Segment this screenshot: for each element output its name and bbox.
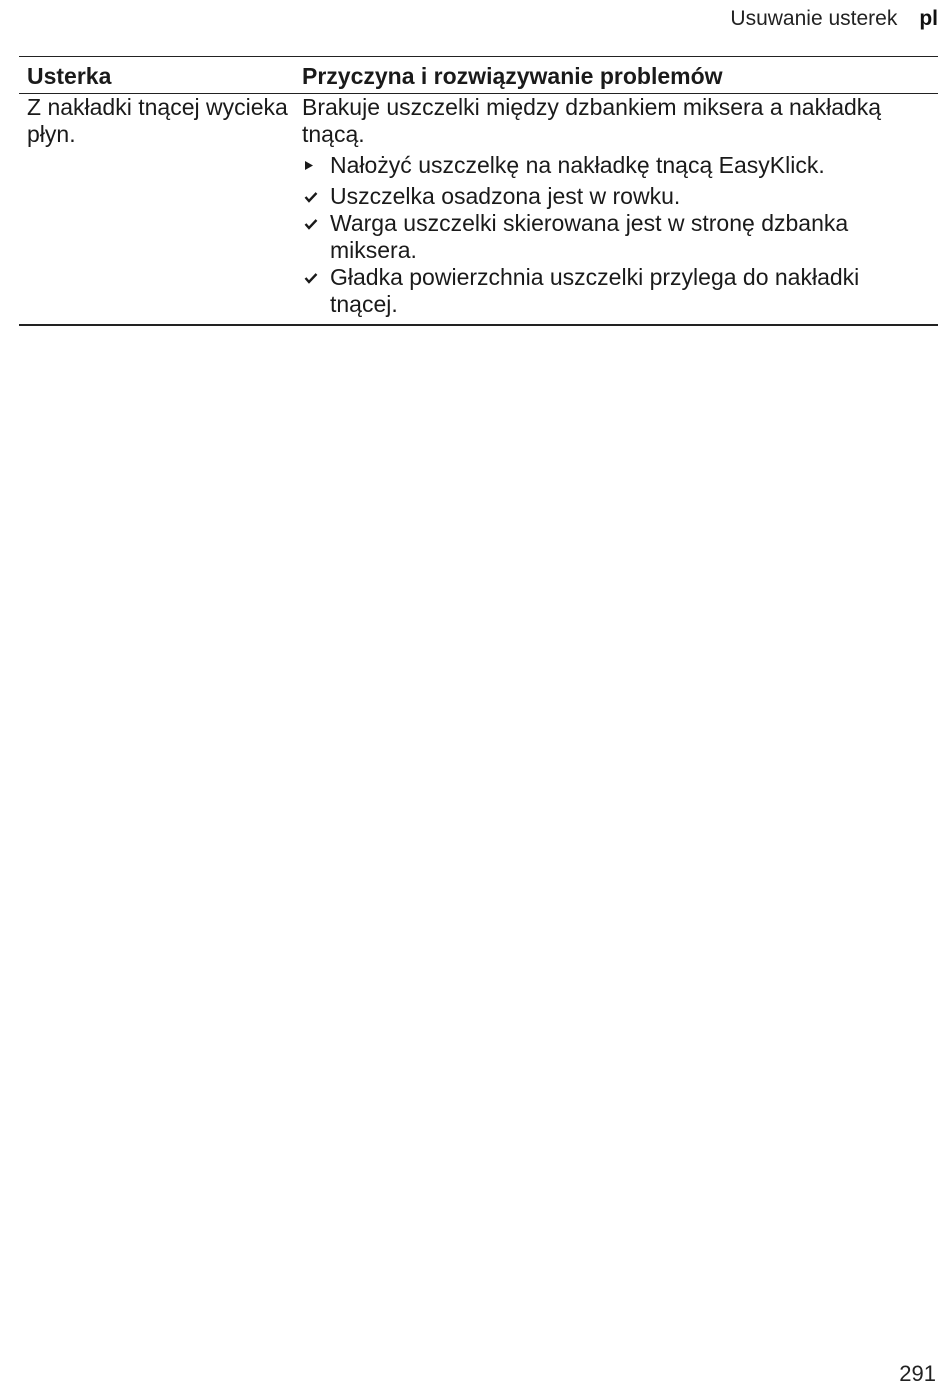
page-number: 291 [899, 1361, 936, 1386]
table-header-row [19, 57, 938, 94]
language-code: pl [919, 7, 938, 30]
section-title: Usuwanie usterek [730, 7, 898, 30]
check-result [302, 264, 926, 318]
column-header-fault: Usterka [27, 63, 112, 89]
checkmark-icon [302, 264, 330, 291]
check-text: Gładka powierzchnia uszczelki przylega do nakładki tnącej. [330, 264, 860, 317]
triangle-bullet-icon [302, 152, 330, 179]
fault-cell [19, 94, 302, 318]
check-result [302, 183, 926, 210]
check-result [302, 210, 926, 264]
action-text: Nałożyć uszczelkę na nakładkę tnącą EasyKlick. [330, 152, 825, 178]
check-text: Uszczelka osadzona jest w rowku. [330, 183, 681, 209]
check-text: Warga uszczelki skierowana jest w stronę dzbanka miksera. [330, 210, 849, 263]
checkmark-icon [302, 210, 330, 237]
table-row [19, 94, 938, 324]
action-step [302, 152, 926, 179]
checkmark-icon [302, 183, 330, 210]
fault-text: Z nakładki tnącej wycieka płyn. [27, 94, 288, 147]
running-header [730, 6, 938, 32]
column-header-cause-solution: Przyczyna i rozwiązywanie problemów [302, 63, 723, 89]
troubleshooting-table [19, 56, 938, 326]
cause-text: Brakuje uszczelki między dzbankiem miksera a nakładką tnącą. [302, 94, 882, 147]
cause-solution-cell [302, 94, 938, 318]
